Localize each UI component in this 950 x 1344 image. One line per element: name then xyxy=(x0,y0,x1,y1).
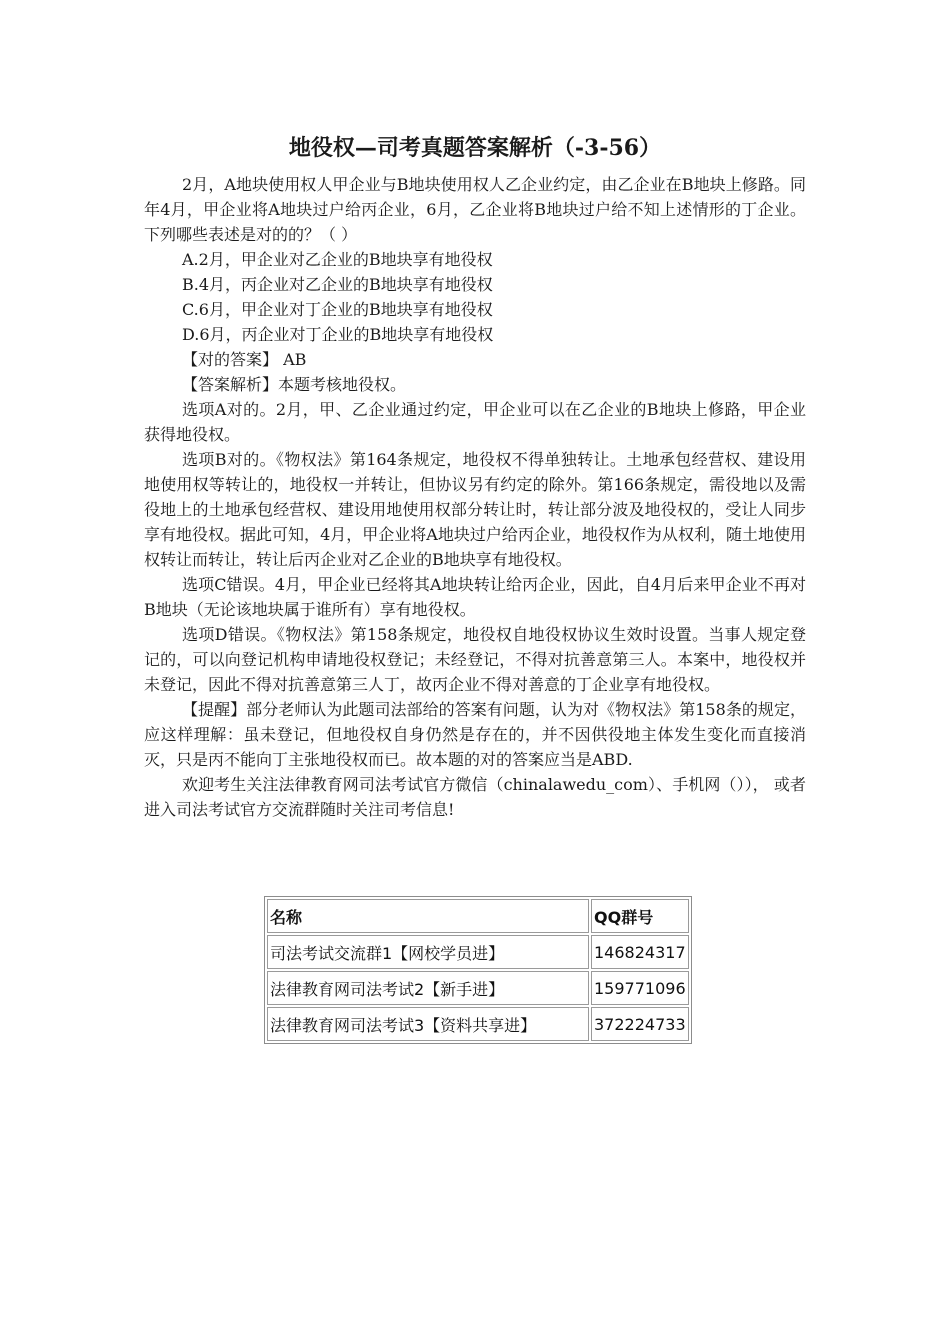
analysis-option-b: 选项B对的。《物权法》第164条规定，地役权不得单独转让。土地承包经营权、建设用地使用权等转让的，地役权一并转让，但协议另有约定的除外。第166条规定，需役地以及需役地上的土地承包经营权、建设用地使用权部分转让时，转让部分波及地役权的，受让人同步享有地役权。据此可知，4月，甲企业将A地块过户给丙企业，地役权作为从权利，随土地使用权转让而转让，转让后丙企业对乙企业的B地块享有地役权。 xyxy=(144,450,806,569)
group-number-cell: 146824317 xyxy=(591,935,689,969)
table-row xyxy=(267,971,689,1005)
group-number-cell: 372224733 xyxy=(591,1007,689,1041)
group-number-cell: 159771096 xyxy=(591,971,689,1005)
group-name-cell: 法律教育网司法考试2【新手进】 xyxy=(267,971,589,1005)
option-d: D.6月，丙企业对丁企业的B地块享有地役权 xyxy=(182,325,494,344)
table-row xyxy=(267,1007,689,1041)
document-body xyxy=(144,128,806,822)
analysis-option-a: 选项A对的。2月，甲、乙企业通过约定，甲企业可以在乙企业的B地块上修路，甲企业获得地役权。 xyxy=(144,400,806,444)
page-title: 地役权—司考真题答案解析（-3-56） xyxy=(288,135,662,161)
table-row xyxy=(267,935,689,969)
answer-analysis-heading: 【答案解析】本题考核地役权。 xyxy=(182,375,407,394)
analysis-option-c: 选项C错误。4月，甲企业已经将其A地块转让给丙企业，因此，自4月后来甲企业不再对B地块（无论该地块属于谁所有）享有地役权。 xyxy=(144,575,806,619)
question-stem: 2月，A地块使用权人甲企业与B地块使用权人乙企业约定，由乙企业在B地块上修路。同年4月，甲企业将A地块过户给丙企业，6月，乙企业将B地块过户给不知上述情形的丁企业。下列哪些表述是对的的？（ ） xyxy=(144,175,806,244)
qq-group-table xyxy=(264,896,692,1044)
correct-answer: 【对的答案】 AB xyxy=(182,350,307,369)
group-name-cell: 司法考试交流群1【网校学员进】 xyxy=(267,935,589,969)
follow-invitation: 欢迎考生关注法律教育网司法考试官方微信（chinalawedu_com）、手机网（））， 或者进入司法考试官方交流群随时关注司考信息! xyxy=(144,775,806,819)
option-b: B.4月，丙企业对乙企业的B地块享有地役权 xyxy=(182,275,493,294)
header-qq: QQ群号 xyxy=(591,899,689,933)
group-name-cell: 法律教育网司法考试3【资料共享进】 xyxy=(267,1007,589,1041)
header-name: 名称 xyxy=(267,899,589,933)
analysis-option-d: 选项D错误。《物权法》第158条规定，地役权自地役权协议生效时设置。当事人规定登记的，可以向登记机构申请地役权登记；未经登记，不得对抗善意第三人。本案中，地役权并未登记，因此不得对抗善意第三人丁，故丙企业不得对善意的丁企业享有地役权。 xyxy=(144,625,806,694)
option-c: C.6月，甲企业对丁企业的B地块享有地役权 xyxy=(182,300,493,319)
reminder-note: 【提醒】部分老师认为此题司法部给的答案有问题，认为对《物权法》第158条的规定，应这样理解：虽未登记，但地役权自身仍然是存在的，并不因供役地主体发生变化而直接消灭，只是丙不能向丁主张地役权而已。故本题的对的答案应当是ABD. xyxy=(144,700,806,769)
option-a: A.2月，甲企业对乙企业的B地块享有地役权 xyxy=(182,250,493,269)
table-header-row xyxy=(267,899,689,933)
